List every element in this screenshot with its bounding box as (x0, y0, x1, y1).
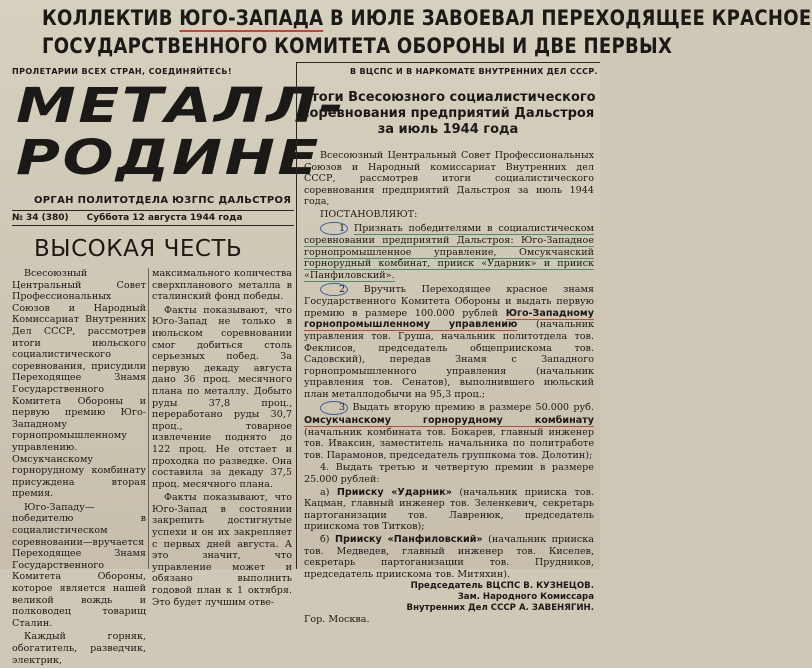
banner-line-2: ГОСУДАРСТВЕННОГО КОМИТЕТА ОБОРОНЫ И ДВЕ ПЕРВЫХ (42, 34, 673, 58)
column-divider (296, 62, 297, 569)
masthead (10, 78, 347, 192)
issue-number: № 34 (380) (12, 213, 69, 223)
intro-paragraph: Всесоюзный Центральный Совет Профессиональных Союзов и Народный комиссариат Внутренних дел СССР, рассмотрев итоги социалистического соревнования предприятий Дальстроя за июль 1944 года, (304, 150, 594, 208)
dateline (12, 210, 294, 226)
motto: ПРОЛЕТАРИИ ВСЕХ СТРАН, СОЕДИНЯЙТЕСЬ! (12, 67, 232, 76)
right-article-headline: Итоги Всесоюзного социалистического соревнования предприятий Дальстроя за июль 1944 года (300, 90, 596, 137)
masthead-line-2: РОДИНЕ (16, 130, 321, 186)
organ-subtitle: ОРГАН ПОЛИТОТДЕЛА ЮЗГПС ДАЛЬСТРОЯ (34, 195, 292, 206)
place-line: Гор. Москва. (304, 614, 370, 626)
signature-3: Внутренних Дел СССР А. ЗАВЕНЯГИН. (406, 603, 594, 614)
point-number-circle: 3 (320, 401, 348, 415)
issue-date: Суббота 12 августа 1944 года (86, 213, 243, 223)
top-rule (296, 62, 600, 63)
paragraph: Юго-Западу—победителю в социалистическом соревновании—вручается Переходящее Знамя Государственного Комитета Обороны, которое является нашей великой вождь и полководец товарищ Сталин. (12, 501, 146, 629)
point-4: 4. Выдать третью и четвертую премии в размере 25.000 рублей: (304, 462, 594, 486)
masthead-line-1: МЕТАЛЛ- (16, 78, 347, 134)
right-article-body (304, 150, 594, 627)
banner-headline (42, 4, 812, 60)
paragraph: Всесоюзный Центральный Совет Профессиональных Союзов и Народный Комиссариат Внутренних Дел СССР, рассмотрев итоги июльского социалистического соревнования, присудили Переходящее Знамя Государственного Комитета Обороны и первую премию Юго-Западному горнопромышленному управлению. Омсукчанскому горнорудному комбинату присуждена вторая премия. (12, 268, 146, 500)
signature-2: Зам. Народного Комиссара (457, 592, 594, 603)
paragraph: максимального количества сверхпланового металла в сталинский фонд победы. (152, 268, 292, 303)
article-column-1 (12, 268, 146, 668)
banner-highlight: ЮГО-ЗАПАДА (179, 6, 324, 30)
point-number-circle: 1 (320, 222, 348, 236)
decree-label: ПОСТАНОВЛЯЮТ: (320, 208, 418, 220)
column-separator (148, 268, 149, 569)
paragraph: Факты показывают, что Юго-Запад в состоянии закрепить достигнутые успехи и он их закрепляет с первых дней августа. А это значит, что управление может и обязано выполнить годовой план к 1 октября. Это будет лучшим отве- (152, 492, 292, 608)
signature-1: Председатель ВЦСПС В. КУЗНЕЦОВ. (410, 581, 594, 592)
paragraph: Каждый горняк, обогатитель, разведчик, электрик, (12, 631, 146, 666)
point-3: 3 Выдать вторую премию в размере 50.000 руб. Омсукчанскому горнорудному комбинату (начальник комбината тов. Бокарев, главный инженер тов. Иваксин, заместитель начальника по политработе тов. Парамонов, председатель группкома тов. Долотин); (304, 402, 594, 461)
paragraph: Факты показывают, что Юго-Запад не только в июльском соревновании смог добиться столь серьезных побед. За первую декаду августа дано 36 проц. месячного плана по металлу. Добыто руды 37,8 проц., переработано руды 30,7 проц., товарное извлечение поднято до 122 проц. Не отстает и проходка по разведке. Она составила за декаду 37,5 проц. месячного плана. (152, 304, 292, 490)
point-1: 1 Признать победителями в социалистическом соревновании предприятий Дальстроя: Юго-Западное горнопромышленное управление, Омсукчанский горнорудный комбинат, прииск «Ударник» и прииск «Панфиловский». (304, 222, 594, 281)
point-4a: а) Прииску «Ударник» (начальник прииска тов. Кацман, главный инженер тов. Зеленкевич, секретарь партоганизации тов. Лавренюк, председатель приискома тов Титков); (304, 486, 594, 533)
point-number-circle: 2 (320, 283, 348, 297)
point-2: 2 Вручить Переходящее красное знамя Государственного Комитета Обороны и выдать первую премию в размере 100.000 рублей Юго-Западному горнопромышленному управлению (начальник управления тов. Груша, начальник политотдела тов. Феклисов, председатель общеприискома тов. Садовский), передав Знамя с Западного горнопромышленного управления (начальник управления тов. Сенатов), выполнившего июльский план металлодобычи на 95,3 проц.; (304, 283, 595, 400)
banner-line-1: КОЛЛЕКТИВ ЮГО-ЗАПАДА В ИЮЛЕ ЗАВОЕВАЛ ПЕРЕХОДЯЩЕЕ КРАСНОЕ (42, 6, 812, 30)
right-column-kicker: В ВЦСПС И В НАРКОМАТЕ ВНУТРЕННИХ ДЕЛ СССР. (350, 67, 598, 76)
point-4b: б) Прииску «Панфиловский» (начальник прииска тов. Медведев, главный инженер тов. Киселев, секретарь партоганизации тов. Прудников, председатель приискома тов. Митяхин). (304, 534, 594, 580)
article-headline: ВЫСОКАЯ ЧЕСТЬ (34, 236, 243, 262)
article-column-2 (152, 268, 292, 610)
